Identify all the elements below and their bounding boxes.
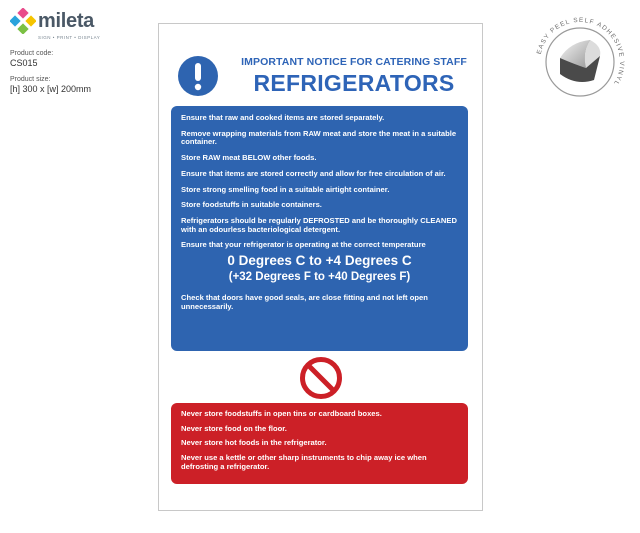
rule-item: Check that doors have good seals, are close fitting and not left open unnecessarily.: [181, 293, 428, 311]
rule-item: Ensure that items are stored correctly and allow for free circulation of air.: [181, 168, 446, 178]
rule-item: Store RAW meat BELOW other foods.: [181, 153, 317, 163]
rule-item: Remove wrapping materials from RAW meat and store the meat in a suitable container.: [181, 128, 457, 147]
exclamation-mandatory-icon: [178, 56, 218, 96]
product-size-label: Product size:: [10, 76, 51, 84]
notice-heading: IMPORTANT NOTICE FOR CATERING STAFF: [241, 56, 467, 68]
badge-text: EASY PEEL SELF ADHESIVE VINYL: [535, 16, 626, 87]
brand-name: mileta: [38, 10, 95, 32]
rule-item: Ensure that raw and cooked items are stored separately.: [181, 113, 385, 122]
prohibition-item: Never store foodstuffs in open tins or cardboard boxes.: [181, 409, 382, 418]
prohibitions-panel: [171, 403, 468, 484]
product-code: [10, 50, 130, 68]
mileta-logo-icon: [10, 8, 36, 34]
prohibition-item: Never store food on the floor.: [181, 423, 287, 433]
rule-item: Store foodstuffs in suitable containers.: [181, 200, 322, 210]
rule-item: Refrigerators should be regularly DEFROSTED and be thoroughly CLEANED with an odourless bacteriological detergent.: [181, 216, 457, 234]
rule-item: Store strong smelling food in a suitable airtight container.: [181, 184, 390, 194]
rule-item: Ensure that your refrigerator is operating at the correct temperature: [181, 240, 426, 250]
self-adhesive-badge: [530, 12, 630, 112]
prohibition-item: Never store hot foods in the refrigerator.: [181, 438, 327, 448]
prohibition-icon: [299, 356, 343, 400]
product-size: [10, 76, 130, 94]
sign-title: REFRIGERATORS: [253, 70, 455, 96]
logo: [10, 8, 130, 34]
brand-tagline: SIGN • PRINT • DISPLAY: [38, 35, 101, 40]
storage-rules-panel: [171, 106, 468, 351]
temperature-fahrenheit: (+32 Degrees F to +40 Degrees F): [228, 271, 411, 284]
temperature-celsius: 0 Degrees C to +4 Degrees C: [227, 253, 412, 269]
product-code-label: Product code:: [10, 50, 54, 57]
product-size-value: [h] 300 x [w] 200mm: [10, 84, 92, 95]
brand-block: [10, 8, 130, 95]
refrigerator-notice-sign: [158, 23, 483, 511]
product-code-value: CS015: [10, 57, 38, 68]
prohibition-item: Never use a kettle or other sharp instruments to chip away ice when defrosting a refrigerator.: [181, 453, 427, 471]
